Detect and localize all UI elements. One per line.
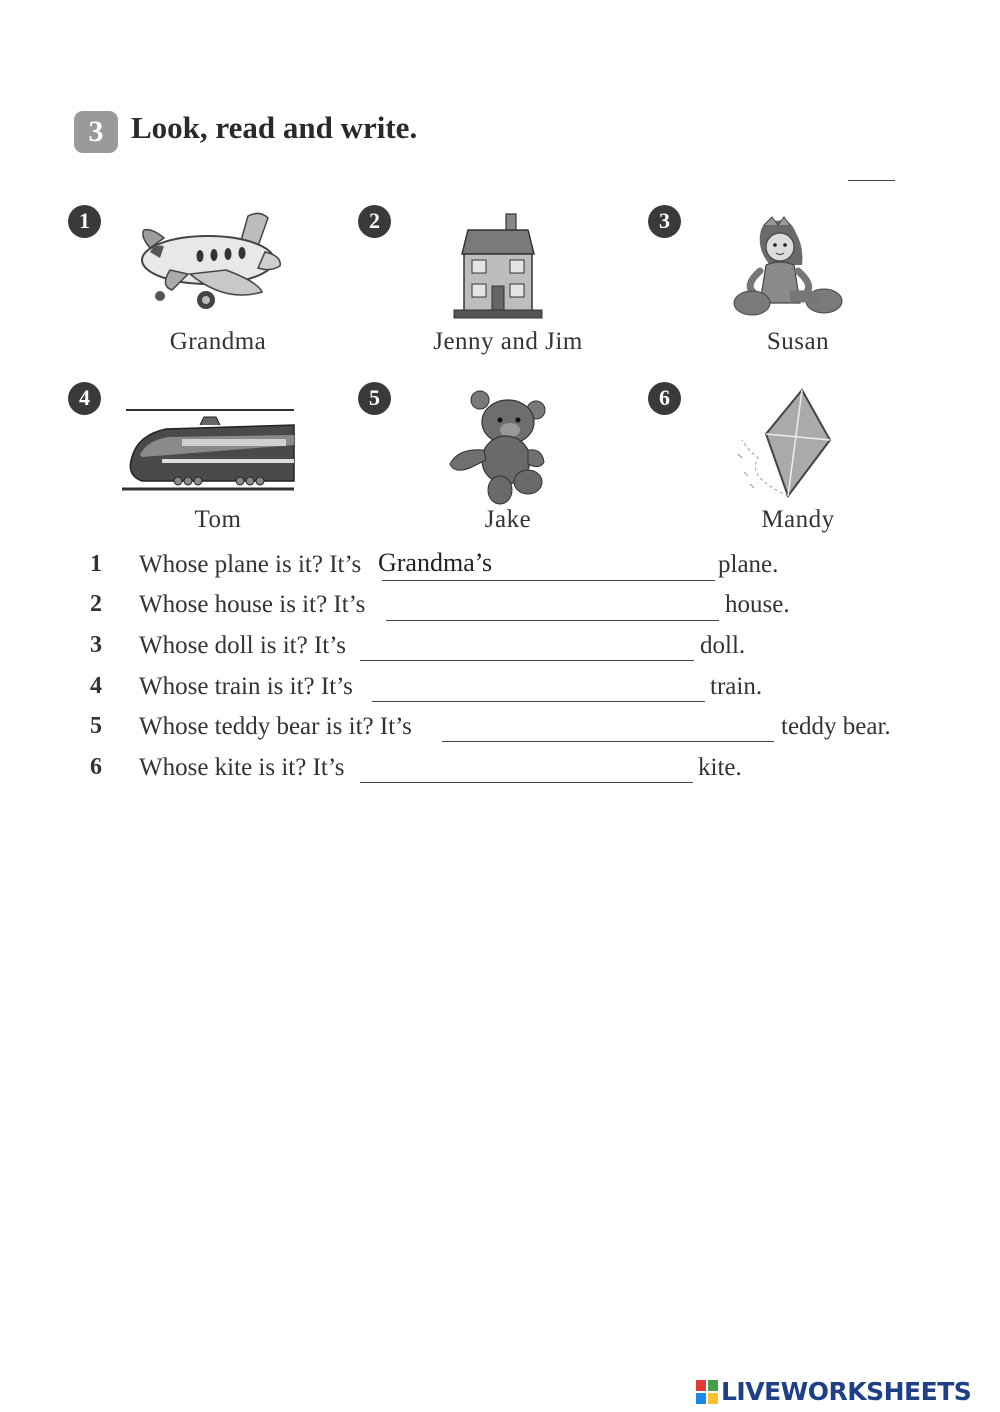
question-number-5: 5 [90, 713, 102, 739]
question-number-6: 6 [90, 754, 102, 780]
question-prompt-4: Whose train is it? It’s [139, 673, 353, 700]
answer-1: Grandma’s [378, 548, 493, 577]
question-end-1: plane. [718, 551, 779, 578]
doll-icon [730, 215, 845, 323]
answer-blank-5[interactable] [442, 741, 774, 742]
picture-name-5: Jake [484, 506, 532, 533]
question-prompt-3: Whose doll is it? It’s [139, 632, 346, 659]
answer-blank-1[interactable] [382, 580, 715, 581]
question-number-3: 3 [90, 632, 102, 658]
kite-icon [730, 388, 840, 500]
answer-blank-3[interactable] [360, 660, 694, 661]
task-title: Look, read and write. [131, 110, 418, 145]
picture-number-3: 3 [648, 205, 681, 238]
brand-name: LIVEWORKSHEETS [721, 1377, 972, 1406]
question-end-6: kite. [698, 754, 742, 781]
question-prompt-6: Whose kite is it? It’s [139, 754, 345, 781]
question-end-4: train. [710, 673, 763, 700]
liveworksheets-icon [696, 1380, 718, 1404]
task-number-badge: 3 [74, 111, 118, 153]
picture-number-1: 1 [68, 205, 101, 238]
picture-number-5: 5 [358, 382, 391, 415]
question-end-5: teddy bear. [781, 713, 891, 740]
question-end-3: doll. [700, 632, 746, 659]
answer-blank-4[interactable] [372, 701, 705, 702]
question-prompt-1: Whose plane is it? It’s [139, 551, 362, 578]
question-number-1: 1 [90, 551, 102, 577]
liveworksheets-logo[interactable] [696, 1377, 971, 1406]
picture-name-1: Grandma [169, 328, 267, 355]
question-number-2: 2 [90, 591, 102, 617]
answer-blank-2[interactable] [386, 620, 719, 621]
score-line [848, 180, 895, 181]
house-icon [448, 210, 548, 322]
picture-name-2: Jenny and Jim [433, 328, 583, 355]
question-prompt-2: Whose house is it? It’s [139, 591, 366, 618]
teddy-bear-icon [444, 388, 552, 506]
question-prompt-5: Whose teddy bear is it? It’s [139, 713, 412, 740]
question-end-2: house. [725, 591, 790, 618]
picture-name-4: Tom [194, 506, 242, 533]
plane-icon [130, 208, 285, 313]
picture-name-6: Mandy [761, 506, 835, 533]
picture-number-2: 2 [358, 205, 391, 238]
train-icon [122, 405, 296, 493]
question-number-4: 4 [90, 673, 102, 699]
answer-blank-6[interactable] [360, 782, 693, 783]
picture-number-4: 4 [68, 382, 101, 415]
picture-number-6: 6 [648, 382, 681, 415]
picture-name-3: Susan [766, 328, 830, 355]
